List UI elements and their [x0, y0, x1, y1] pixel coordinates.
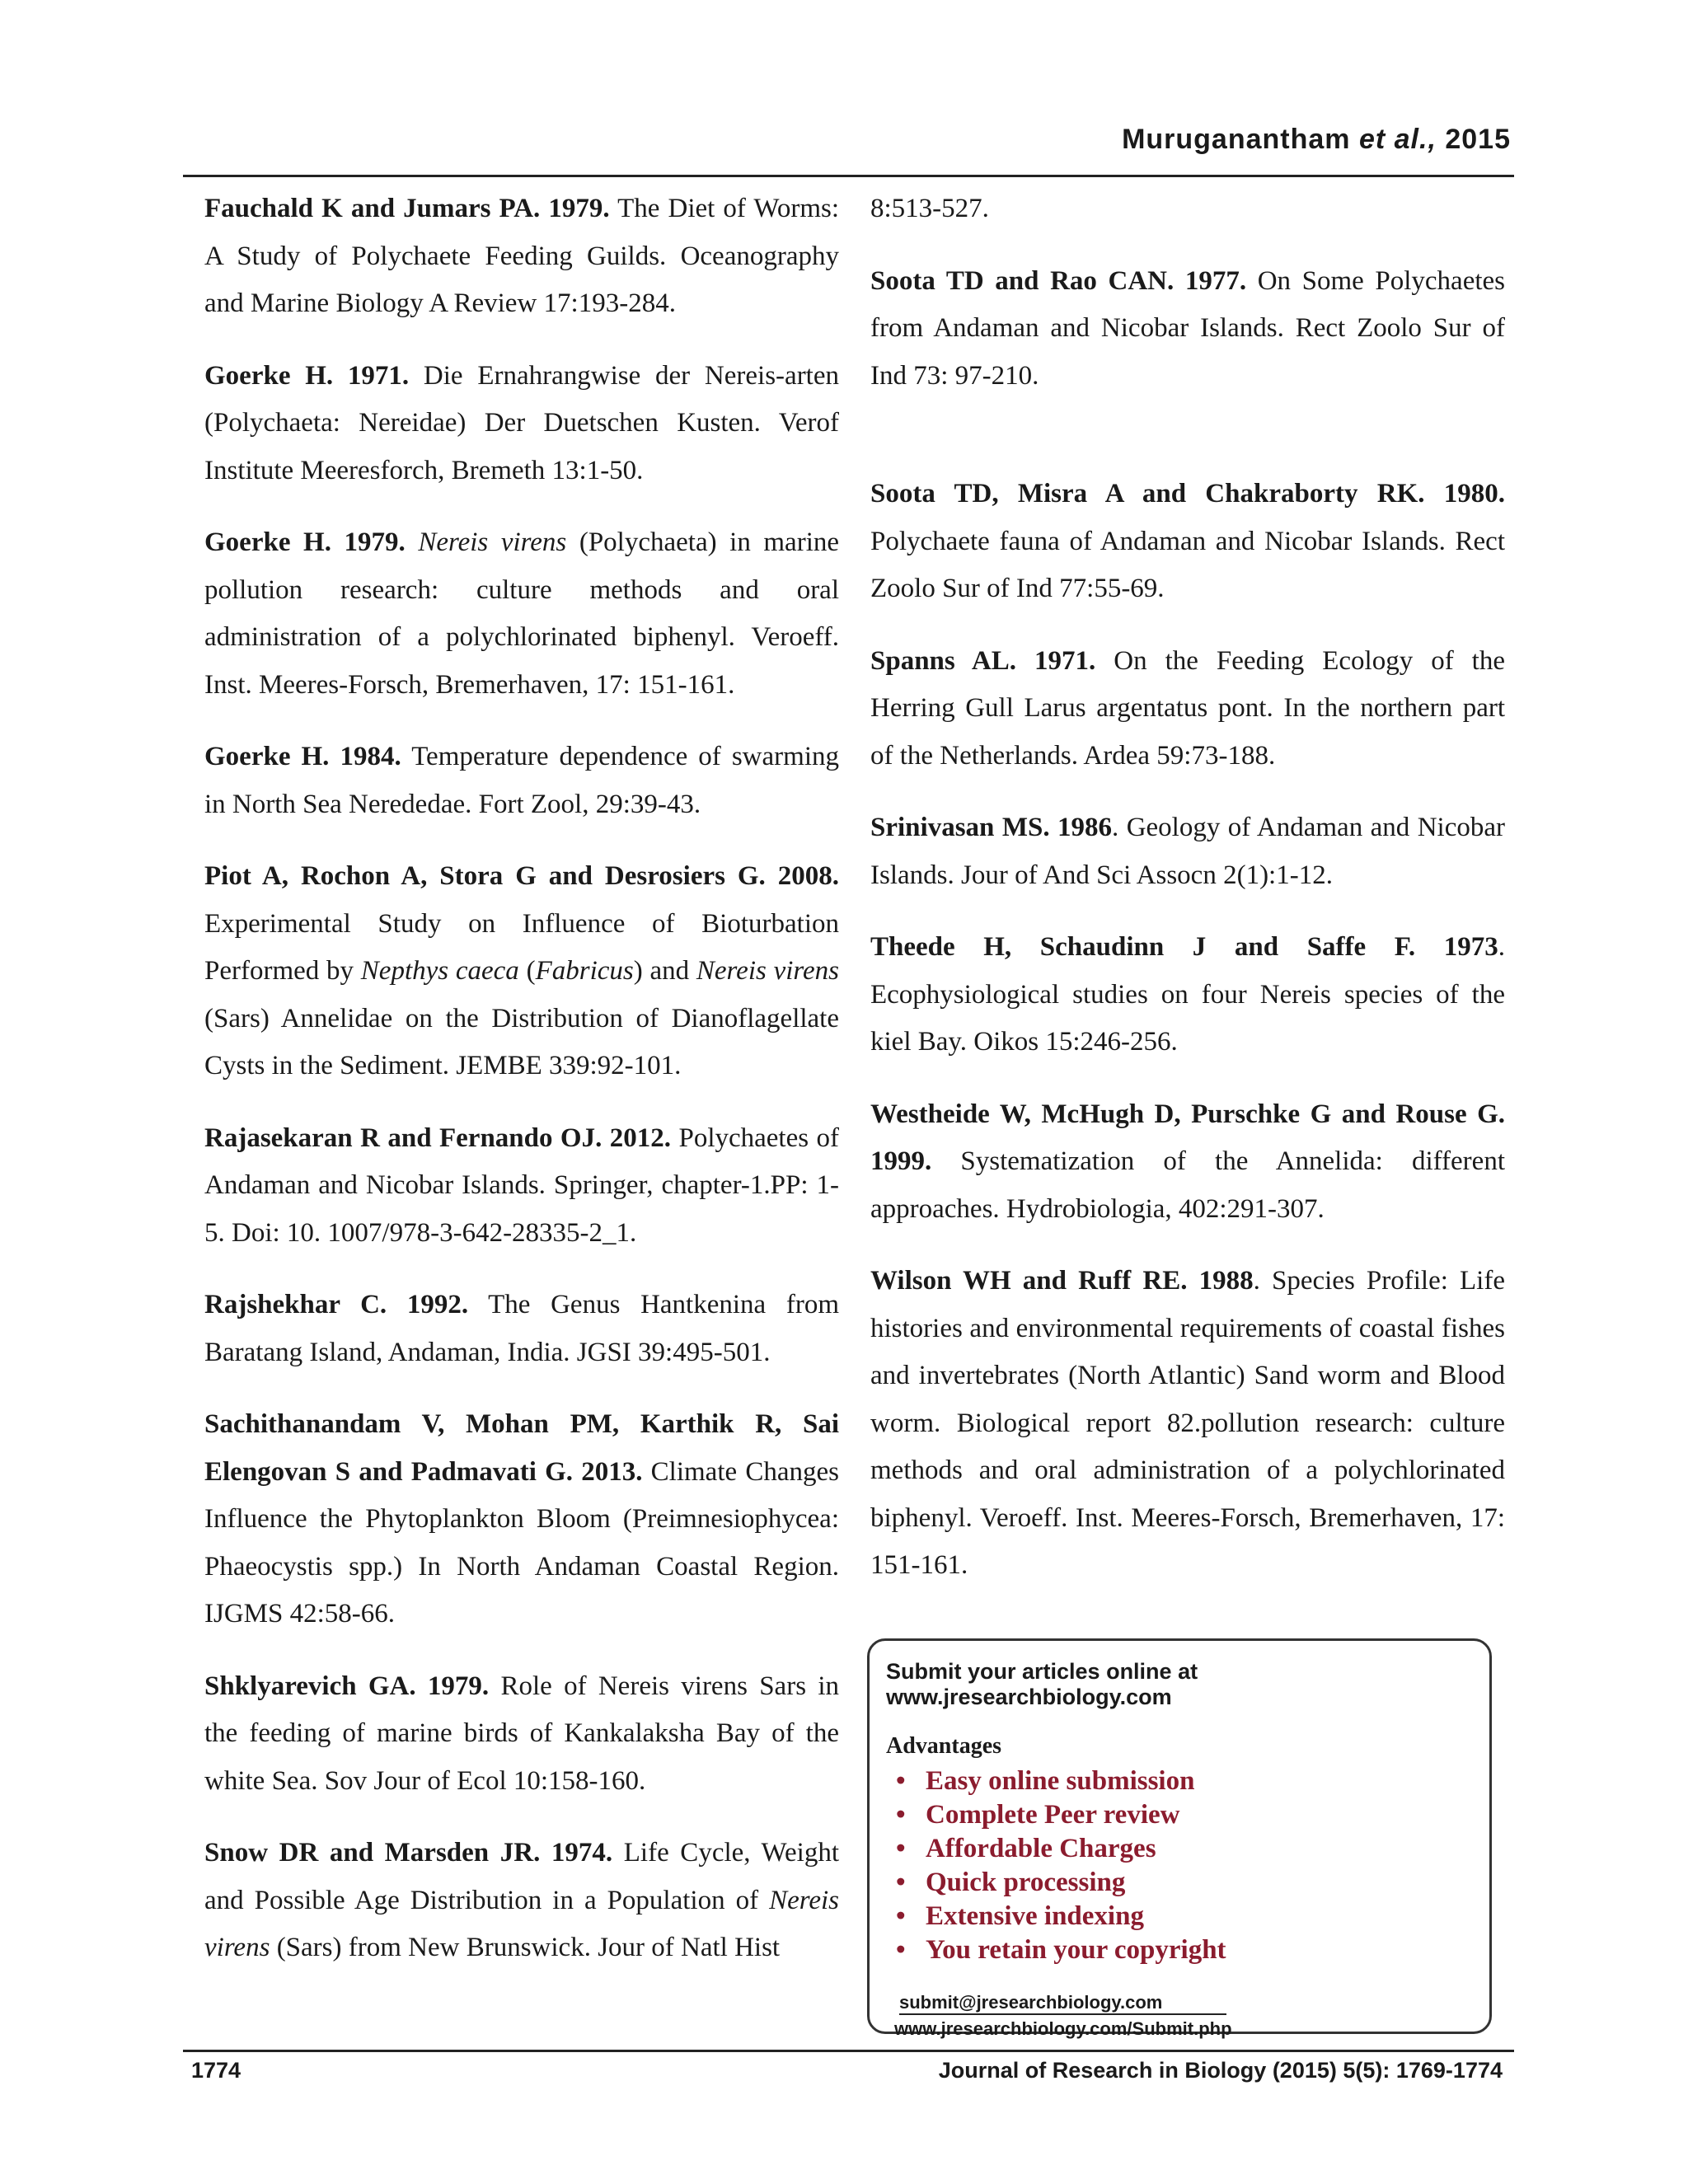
bullet-icon: •	[896, 1935, 906, 1965]
reference: Snow DR and Marsden JR. 1974. Life Cycle, Weight and Possible Age Distribution in a Population of Nereis virens (Sars) from New Brunswick. Jour of Natl Hist	[204, 1838, 840, 1962]
page-number: 1774	[191, 2058, 241, 2083]
right-column	[870, 185, 1505, 1615]
journal-citation: Journal of Research in Biology (2015) 5(5): 1769-1774	[938, 2058, 1503, 2083]
header-author-name: Muruganantham	[1122, 124, 1351, 155]
header-year: 2015	[1445, 124, 1511, 155]
reference: Rajasekaran R and Fernando OJ. 2012. Polychaetes of Andaman and Nicobar Islands. Springer, chapter-1.PP: 1-5. Doi: 10. 1007/978-3-642-28335-2_1.	[204, 1122, 839, 1248]
reference: Srinivasan MS. 1986. Geology of Andaman and Nicobar Islands. Jour of And Sci Assocn 2(1):1-12.	[870, 813, 1505, 890]
reference: Goerke H. 1979. Nereis virens (Polychaeta) in marine pollution research: culture methods and oral administration of a polychlorinated biphenyl. Veroeff. Inst. Meeres-Forsch, Bremerhaven, 17: 151-161.	[204, 527, 840, 700]
footer-rule	[183, 2050, 1514, 2052]
reference: Soota TD, Misra A and Chakraborty RK. 1980. Polychaete fauna of Andaman and Nicobar Islands. Rect Zoolo Sur of Ind 77:55-69.	[870, 479, 1505, 603]
list-item: • Affordable Charges	[886, 1832, 1473, 1866]
bullet-icon: •	[896, 1834, 906, 1863]
ad-title: Submit your articles online at www.jresearchbiology.com	[886, 1659, 1198, 1709]
bullet-icon: •	[896, 1800, 906, 1830]
spacer	[870, 424, 1505, 471]
submission-ad-box	[867, 1638, 1492, 2039]
reference: Sachithanandam V, Mohan PM, Karthik R, Sai Elengovan S and Padmavati G. 2013. Climate Changes Influence the Phytoplankton Bloom (Preimnesiophycea: Phaeocystis spp.) In North Andaman Coastal Region. IJGMS 42:58-66.	[204, 1409, 839, 1629]
ad-advantages-list	[886, 1765, 1473, 1967]
reference: Piot A, Rochon A, Stora G and Desrosiers G. 2008. Experimental Study on Influence of Bioturbation Performed by Nepthys caeca (Fabricus) and Nereis virens (Sars) Annelidae on the Distribution of Dianoflagellate Cysts in the Sediment. JEMBE 339:92-101.	[204, 861, 839, 1080]
list-item: • Complete Peer review	[886, 1798, 1473, 1832]
reference: Westheide W, McHugh D, Purschke G and Rouse G. 1999. Systematization of the Annelida: different approaches. Hydrobiologia, 402:291-307.	[870, 1099, 1505, 1224]
list-item: • Extensive indexing	[886, 1900, 1473, 1933]
reference: Goerke H. 1984. Temperature dependence of swarming in North Sea Nerededae. Fort Zool, 29:39-43.	[204, 742, 839, 819]
reference: Fauchald K and Jumars PA. 1979. The Diet of Worms: A Study of Polychaete Feeding Guilds. Oceanography and Marine Biology A Review 17:193-284.	[204, 194, 840, 318]
list-item: • You retain your copyright	[886, 1933, 1473, 1967]
ad-email-link[interactable]: submit@jresearchbiology.com	[899, 1992, 1226, 2015]
bullet-icon: •	[896, 1901, 906, 1931]
list-item: • Easy online submission	[886, 1765, 1473, 1798]
bullet-icon: •	[896, 1868, 906, 1897]
reference: Wilson WH and Ruff RE. 1988. Species Profile: Life histories and environmental requirements of coastal fishes and invertebrates (North Atlantic) Sand worm and Blood worm. Biological report 82.pollution research: culture methods and oral administration of a polychlorinated biphenyl. Veroeff. Inst. Meeres-Forsch, Bremerhaven, 17: 151-161.	[870, 1266, 1505, 1580]
reference: Shklyarevich GA. 1979. Role of Nereis virens Sars in the feeding of marine birds of Kankalaksha Bay of the white Sea. Sov Jour of Ecol 10:158-160.	[204, 1671, 839, 1796]
bullet-icon: •	[896, 1766, 906, 1796]
list-item: • Quick processing	[886, 1866, 1473, 1900]
reference: Spanns AL. 1971. On the Feeding Ecology of the Herring Gull Larus argentatus pont. In the northern part of the Netherlands. Ardea 59:73-188.	[870, 645, 1505, 771]
reference: Goerke H. 1971. Die Ernahrangwise der Nereis-arten (Polychaeta: Nereidae) Der Duetschen Kusten. Verof Institute Meeresforch, Bremeth 13:1-50.	[204, 360, 839, 485]
left-column	[204, 185, 839, 1997]
reference: Rajshekhar C. 1992. The Genus Hantkenina from Baratang Island, Andaman, India. JGSI 39:495-501.	[204, 1290, 839, 1367]
header-etal: et al.,	[1358, 124, 1437, 155]
ad-submit-url-link[interactable]: www.jresearchbiology.com/Submit.php	[894, 2018, 1232, 2039]
running-header	[1122, 124, 1511, 156]
ad-advantages-heading: Advantages	[886, 1733, 1002, 1759]
header-rule	[183, 175, 1514, 177]
reference: Theede H, Schaudinn J and Saffe F. 1973. Ecophysiological studies on four Nereis species of the kiel Bay. Oikos 15:246-256.	[870, 932, 1505, 1057]
reference-continuation: 8:513-527.	[870, 194, 989, 223]
reference: Soota TD and Rao CAN. 1977. On Some Polychaetes from Andaman and Nicobar Islands. Rect Zoolo Sur of Ind 73: 97-210.	[870, 265, 1505, 391]
